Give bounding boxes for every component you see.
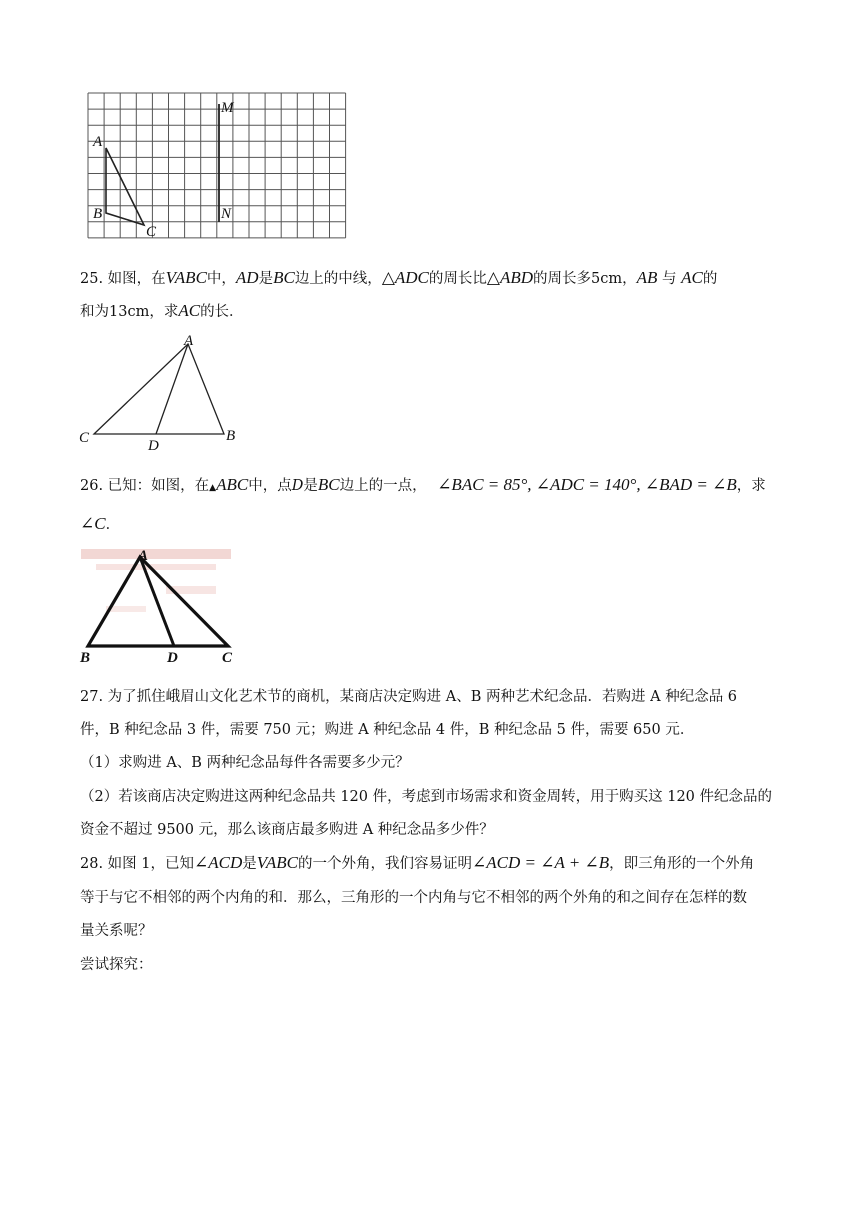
q26-label-c: C (222, 650, 233, 666)
q26-line-2: ∠C． (80, 514, 121, 533)
grid-label-b: B (93, 206, 103, 222)
q25-label-d: D (148, 438, 159, 454)
q27-line-3: （1）求购进 A、B 两种纪念品每件各需要多少元？ (80, 755, 410, 771)
q25-median-ad (156, 344, 188, 434)
q28-line-1: 28. 如图 1，已知∠ACD是VABC的一个外角，我们容易证明∠ACD = ∠A + ∠B，即三角形的一个外角 (80, 853, 755, 872)
q26-label-a: A (138, 548, 149, 564)
q26-label-b: B (80, 650, 91, 666)
q28-line-2: 等于与它不相邻的两个内角的和．那么，三角形的一个内角与它不相邻的两个外角的和之间存在怎样的数 (80, 890, 747, 906)
q27-line-5: 资金不超过 9500 元，那么该商店最多购进 A 种纪念品多少件？ (80, 822, 494, 838)
grid-figure (80, 88, 355, 248)
q26-label-d: D (167, 650, 178, 666)
small-triangle-icon: ▲ (209, 483, 217, 493)
q25-label-c: C (79, 430, 90, 446)
q25-triangle (94, 344, 224, 434)
grid-label-m: M (221, 100, 234, 116)
q27-line-1: 27. 为了抓住峨眉山文化艺术节的商机，某商店决定购进 A、B 两种艺术纪念品．若购进 A 种纪念品 6 (80, 689, 738, 705)
grid-label-c: C (146, 224, 157, 240)
grid-label-a: A (93, 134, 103, 150)
q25-label-a: A (184, 333, 194, 349)
q25-line-2: 和为13cm，求AC的长． (80, 301, 244, 320)
triangle-abc-grid (106, 148, 144, 225)
grid-label-n: N (221, 206, 232, 222)
q26-line-1: 26. 已知：如图，在▲ABC中，点D是BC边上的一点， ∠BAC = 85°, ∠ADC = 140°, ∠BAD = ∠B，求 (80, 475, 766, 494)
q25-line-1: 25. 如图，在VABC中，AD是BC边上的中线，△ADC的周长比△ABD的周长多5cm，AB 与 AC的 (80, 268, 718, 287)
q28-line-4: 尝试探究： (80, 957, 153, 973)
q26-figure (76, 546, 241, 668)
q25-figure (76, 330, 246, 455)
q27-line-2: 件，B 种纪念品 3 件，需要 750 元；购进 A 种纪念品 4 件，B 种纪念品 5 件，需要 650 元． (80, 722, 695, 738)
q25-label-b: B (226, 428, 236, 444)
q28-line-3: 量关系呢？ (80, 923, 153, 939)
q27-line-4: （2）若该商店决定购进这两种纪念品共 120 件，考虑到市场需求和资金周转，用于购买这 120 件纪念品的 (80, 789, 773, 805)
q26-segment-ad (140, 557, 174, 646)
